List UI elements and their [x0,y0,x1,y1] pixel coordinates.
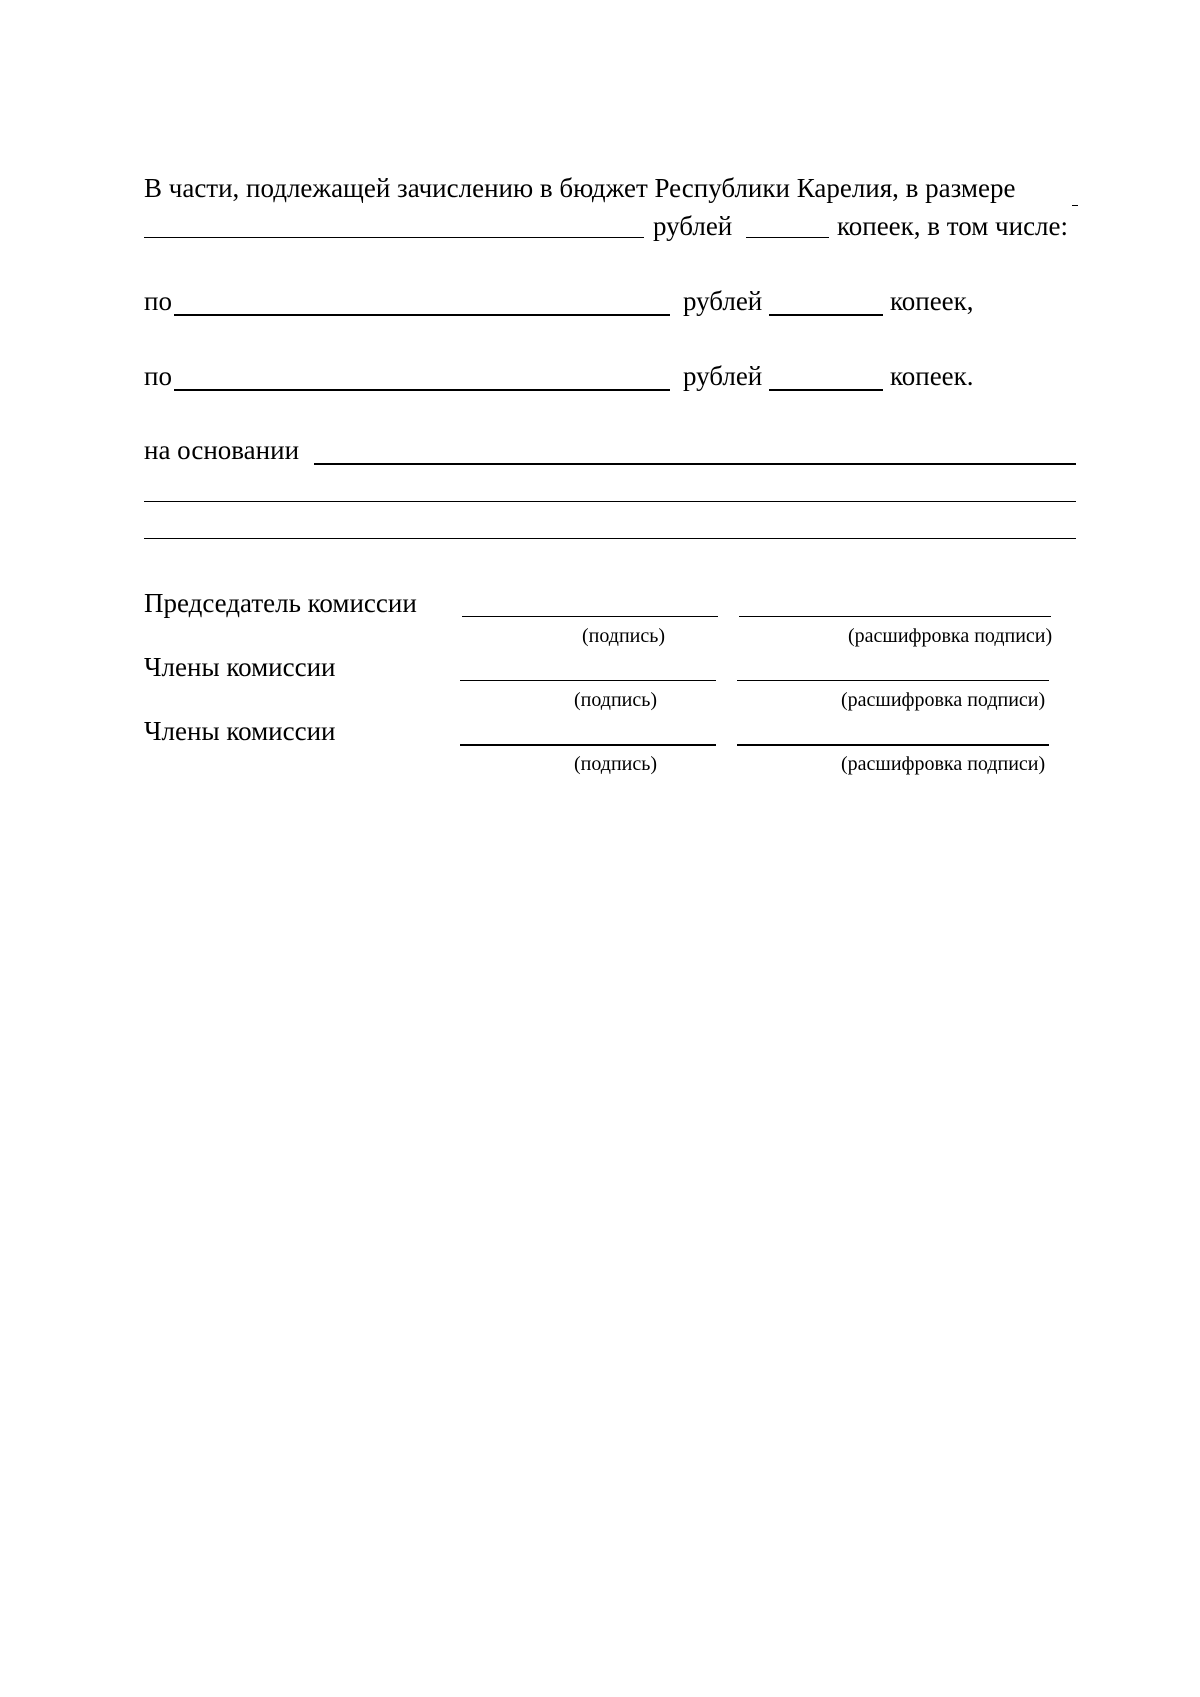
signature-1-role: Председатель комиссии [144,588,417,618]
signature-2-sign-field[interactable] [460,680,716,681]
intro-text-line-1: В части, подлежащей зачислению в бюджет Республики Карелия, в размере [144,173,1016,203]
signature-1-sign-caption: (подпись) [582,625,666,647]
intro-rub-label: рублей [653,211,733,241]
intro-kop-label: копеек, в том числе: [837,211,1069,241]
signature-2-sign-caption: (подпись) [574,689,658,711]
signature-2-role: Члены комиссии [144,652,336,682]
intro-trailing-dash [1072,205,1078,206]
intro-amount-kop-field[interactable] [746,237,829,238]
row-1-kop-field[interactable] [769,314,883,316]
basis-field-line-2[interactable] [144,501,1076,502]
row-2-kop-label: копеек. [890,361,974,391]
row-1-prefix: по [144,286,172,316]
basis-label: на основании [144,435,300,465]
signature-1-sign-field[interactable] [462,616,718,617]
signature-2-decode-caption: (расшифровка подписи) [841,689,1046,711]
signature-3-decode-caption: (расшифровка подписи) [841,753,1046,775]
row-1-description-field[interactable] [174,314,670,316]
signature-1-decode-field[interactable] [739,616,1051,617]
row-2-description-field[interactable] [174,389,670,391]
signature-2-decode-field[interactable] [737,680,1049,681]
row-2-kop-field[interactable] [769,389,883,391]
intro-amount-rub-field[interactable] [144,237,644,238]
signature-3-decode-field[interactable] [737,744,1049,746]
row-2-rub-label: рублей [683,361,763,391]
signature-3-sign-caption: (подпись) [574,753,658,775]
row-2-prefix: по [144,361,172,391]
basis-field-line-3[interactable] [144,538,1076,539]
row-1-kop-label: копеек, [890,286,974,316]
basis-field-line-1[interactable] [314,463,1076,465]
signature-3-role: Члены комиссии [144,716,336,746]
row-1-rub-label: рублей [683,286,763,316]
signature-1-decode-caption: (расшифровка подписи) [848,625,1053,647]
signature-3-sign-field[interactable] [460,744,716,746]
